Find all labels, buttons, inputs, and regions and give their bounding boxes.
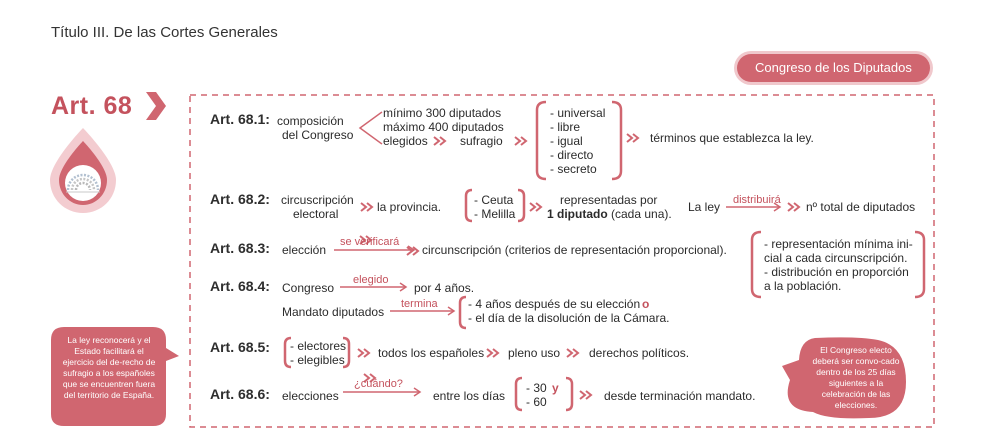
a2-list-item: - Melilla [474, 207, 516, 221]
bracket-left [537, 102, 546, 179]
fork-arrow [360, 112, 382, 144]
a1-list-item: - libre [550, 120, 581, 134]
a2-circ-line2: electoral [293, 207, 339, 221]
article-68-6-label: Art. 68.6: [210, 386, 270, 402]
double-chevron-icon [580, 391, 591, 399]
a1-list-item: - directo [550, 148, 594, 162]
a3-verb: se verificará [340, 236, 400, 248]
a4-option-1: - 4 años después de su elección [468, 297, 641, 311]
a1-end: términos que establezca la ley. [650, 131, 814, 145]
a2-provincia: la provincia. [377, 200, 442, 214]
a3-circunscripcion: circunscripción (criterios de representación proporcional). [422, 243, 727, 257]
a1-list-item: - universal [550, 106, 606, 120]
a5-list-item: - elegibles [290, 353, 345, 367]
a5-pleno-uso: pleno uso [508, 346, 561, 360]
a4-mandato: Mandato diputados [282, 305, 385, 319]
bracket-left [516, 378, 522, 410]
a4-cuatro-anos: por 4 años. [414, 281, 475, 295]
a2-cada-una: (cada una). [607, 207, 672, 221]
a6-entre: entre los días [433, 389, 506, 403]
a1-list-item: - igual [550, 134, 583, 148]
article-68-4-label: Art. 68.4: [210, 278, 270, 294]
a2-sub-item: a la población. [764, 279, 842, 293]
bubble-left-text: La ley reconocerá y el Estado facilitará el ejercicio del de-recho de sufragio a los españoles que se encuentren fuera del territorio de España. [62, 335, 156, 400]
bubble-right-text: El Congreso electo deberá ser convo-cado dentro de los 25 días siguientes a la celebración de las elecciones. [812, 345, 900, 410]
a4-option-2: - el día de la disolución de la Cámara. [468, 311, 670, 325]
a2-circ-line1: circuscripción [281, 193, 354, 207]
bracket-right [915, 232, 924, 297]
a3-eleccion: elección [282, 243, 327, 257]
bracket-left [752, 232, 761, 297]
a5-list-item: - electores [290, 339, 347, 353]
chevron-right-icon [146, 92, 166, 120]
a1-subject-line2: del Congreso [282, 128, 354, 142]
a6-desde: desde terminación mandato. [604, 389, 756, 403]
page-title: Título III. De las Cortes Generales [51, 24, 278, 41]
a6-day-connector: y [552, 381, 559, 395]
a2-un-diputado [547, 207, 672, 221]
a1-sufragio: sufragio [460, 134, 503, 148]
a6-day-30: - 30 [526, 381, 547, 395]
a2-verb-distribuira: distribuirá [733, 194, 781, 206]
bracket-right [612, 102, 621, 179]
a4-congreso: Congreso [282, 281, 335, 295]
a2-total: nº total de diputados [806, 200, 916, 214]
a5-todos: todos los españoles [378, 346, 485, 360]
a1-list-item: - secreto [550, 162, 597, 176]
parliament-drop-icon [50, 128, 116, 213]
a6-day-60: - 60 [526, 395, 547, 409]
article-68-1-label: Art. 68.1: [210, 111, 270, 127]
a6-verb-cuando: ¿cuándo? [354, 378, 403, 390]
a2-sub-item: - representación mínima ini- [764, 237, 913, 251]
a2-representadas: representadas por [560, 193, 658, 207]
a2-sub-item: cial a cada circunscripción. [764, 251, 908, 265]
bracket-left [466, 190, 472, 221]
a2-list-item: - Ceuta [474, 193, 514, 207]
a1-branch-min: mínimo 300 diputados [383, 106, 502, 120]
a4-verb-elegido: elegido [353, 274, 389, 286]
a4-verb-termina: termina [401, 298, 438, 310]
main-article-label: Art. 68 [51, 92, 133, 120]
a4-option-connector: o [642, 297, 650, 311]
article-68-5-label: Art. 68.5: [210, 339, 270, 355]
a2-un-diputado-bold: 1 diputado [547, 207, 608, 221]
a2-la-ley: La ley [688, 200, 721, 214]
bracket-right [518, 190, 524, 221]
a1-branch-max: máximo 400 diputados [383, 120, 504, 134]
article-68-3-label: Art. 68.3: [210, 240, 270, 256]
bracket-right [566, 378, 572, 410]
a1-subject-line1: composición [277, 114, 344, 128]
a1-branch-elegidos: elegidos [383, 134, 428, 148]
bracket-left [460, 297, 466, 328]
a5-derechos: derechos políticos. [589, 346, 690, 360]
a2-sub-item: - distribución en proporción [764, 265, 909, 279]
congreso-badge: Congreso de los Diputados [737, 54, 930, 82]
a6-elecciones: elecciones [282, 389, 339, 403]
article-68-2-label: Art. 68.2: [210, 191, 270, 207]
